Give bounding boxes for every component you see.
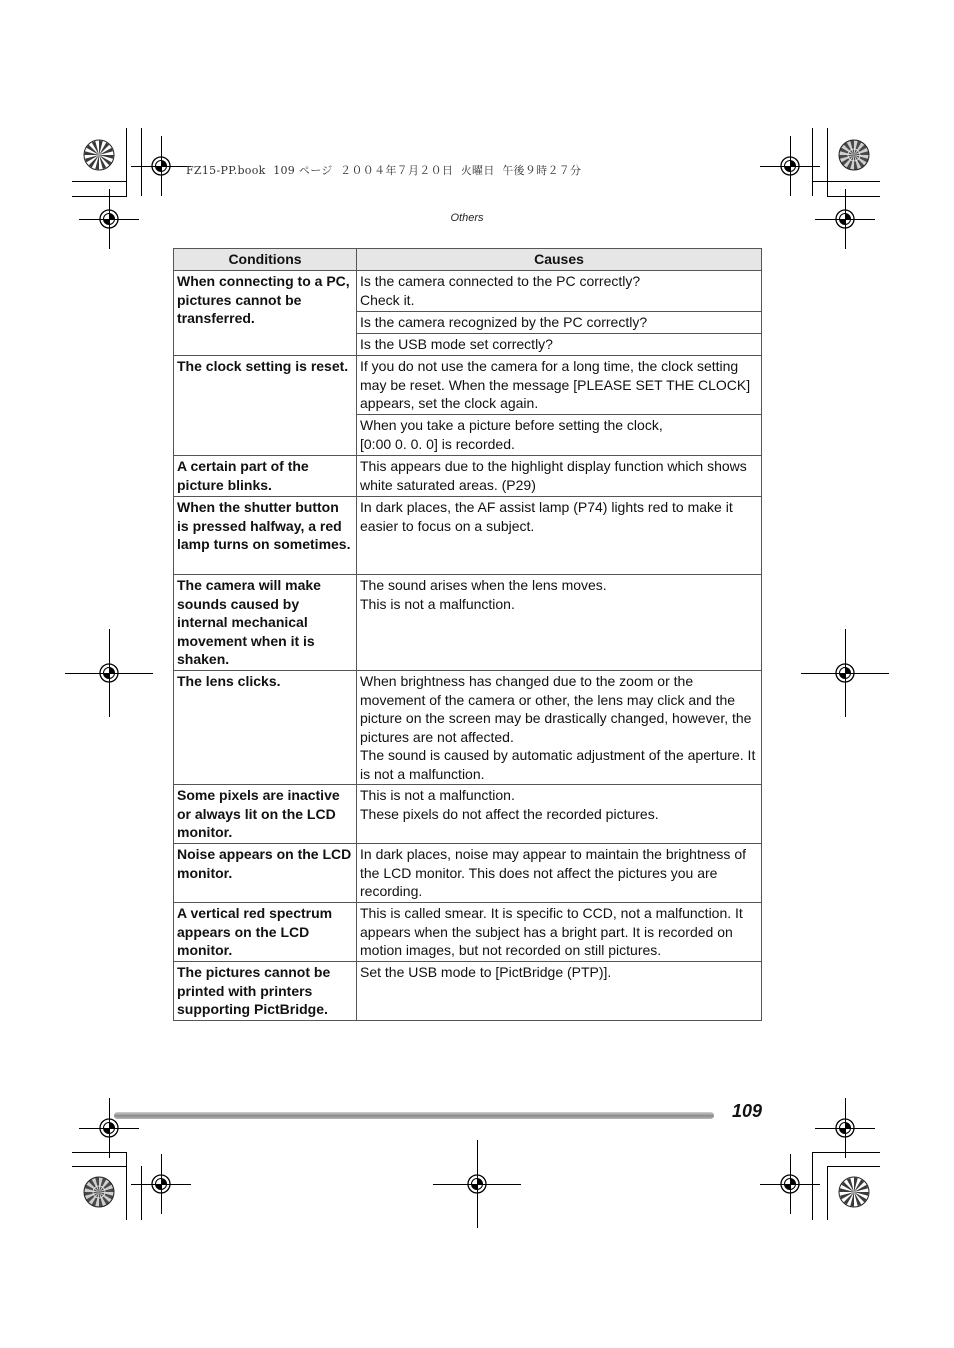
table-row: [174, 785, 762, 844]
header-conditions: Conditions: [174, 249, 357, 271]
condition-cell: Noise appears on the LCD monitor.: [174, 844, 357, 903]
crop-mark-line: [126, 128, 127, 196]
table-row: [174, 962, 762, 1021]
troubleshooting-table: [173, 248, 762, 1021]
registration-mark-icon: [466, 1173, 488, 1195]
crop-mark-line: [72, 1166, 127, 1167]
crop-mark-line: [72, 1152, 127, 1153]
condition-cell: A vertical red spectrum appears on the LCD monitor.: [174, 903, 357, 962]
section-label: Others: [450, 212, 484, 224]
condition-cell: The lens clicks.: [174, 671, 357, 785]
cause-cell: This is not a malfunction. These pixels do not affect the recorded pictures.: [357, 785, 762, 844]
crop-mark-line: [126, 1152, 127, 1220]
registration-mark-icon: [150, 1173, 172, 1195]
table-row: [174, 271, 762, 312]
page-footer-bar: [114, 1112, 714, 1119]
crop-mark-line: [812, 181, 880, 182]
crop-mark-line: [72, 181, 127, 182]
condition-cell: Some pixels are inactive or always lit on the LCD monitor.: [174, 785, 357, 844]
table-row: [174, 903, 762, 962]
registration-mark-icon: [98, 662, 120, 684]
cause-cell: Is the camera recognized by the PC correctly?: [357, 312, 762, 334]
cause-cell: Is the camera connected to the PC correctly? Check it.: [357, 271, 762, 312]
print-header: FZ15-PP.book 109 ページ ２００４年７月２０日 火曜日 午後９時２７分: [186, 164, 582, 177]
crop-mark-line: [827, 196, 880, 197]
table-row: [174, 456, 762, 497]
crop-mark-line: [72, 196, 127, 197]
registration-mark-icon: [779, 155, 801, 177]
table-row: [174, 844, 762, 903]
cause-cell: When you take a picture before setting the clock, [0:00 0. 0. 0] is recorded.: [357, 415, 762, 456]
color-target-icon: [838, 139, 870, 171]
condition-cell: The clock setting is reset.: [174, 356, 357, 456]
crop-mark-line: [827, 128, 828, 196]
condition-cell: A certain part of the picture blinks.: [174, 456, 357, 497]
cause-cell: This is called smear. It is specific to CCD, not a malfunction. It appears when the subject has a bright part. It is recorded on motion images, but not recorded on still pictures.: [357, 903, 762, 962]
cause-cell: When brightness has changed due to the zoom or the movement of the camera or other, the lens may click and the picture on the screen may be drastically changed, however, the pictures are not affected. The sound is caused by automatic adjustment of the aperture. It is not a malfunction.: [357, 671, 762, 785]
crop-mark-line: [812, 1152, 813, 1220]
crop-mark-line: [827, 1166, 880, 1167]
table-row: [174, 575, 762, 671]
crop-mark-line: [141, 128, 142, 196]
condition-cell: The pictures cannot be printed with printers supporting PictBridge.: [174, 962, 357, 1021]
color-target-icon: [83, 1176, 115, 1208]
cause-cell: In dark places, the AF assist lamp (P74) lights red to make it easier to focus on a subject.: [357, 497, 762, 575]
cause-cell: The sound arises when the lens moves. This is not a malfunction.: [357, 575, 762, 671]
cause-cell: In dark places, noise may appear to maintain the brightness of the LCD monitor. This does not affect the pictures you are recording.: [357, 844, 762, 903]
registration-mark-icon: [834, 1117, 856, 1139]
cause-cell: If you do not use the camera for a long time, the clock setting may be reset. When the message [PLEASE SET THE CLOCK] appears, set the clock again.: [357, 356, 762, 415]
color-target-icon: [838, 1176, 870, 1208]
condition-cell: When the shutter button is pressed halfway, a red lamp turns on sometimes.: [174, 497, 357, 575]
page-number: 109: [731, 1101, 762, 1121]
header-causes: Causes: [357, 249, 762, 271]
registration-mark-icon: [150, 155, 172, 177]
table-row: [174, 671, 762, 785]
crop-mark-line: [141, 1166, 142, 1220]
crop-mark-line: [827, 1166, 828, 1220]
crop-mark-line: [812, 128, 813, 196]
crop-mark-line: [812, 1152, 880, 1153]
condition-cell: When connecting to a PC, pictures cannot be transferred.: [174, 271, 357, 356]
registration-mark-icon: [779, 1173, 801, 1195]
registration-mark-icon: [98, 1117, 120, 1139]
cause-cell: This appears due to the highlight display function which shows white saturated areas. (P29): [357, 456, 762, 497]
table-header-row: [174, 249, 762, 271]
cause-cell: Is the USB mode set correctly?: [357, 334, 762, 356]
condition-cell: The camera will make sounds caused by internal mechanical movement when it is shaken.: [174, 575, 357, 671]
color-target-icon: [83, 139, 115, 171]
cause-cell: Set the USB mode to [PictBridge (PTP)].: [357, 962, 762, 1021]
registration-mark-icon: [834, 662, 856, 684]
table-row: [174, 497, 762, 575]
table-row: [174, 356, 762, 415]
